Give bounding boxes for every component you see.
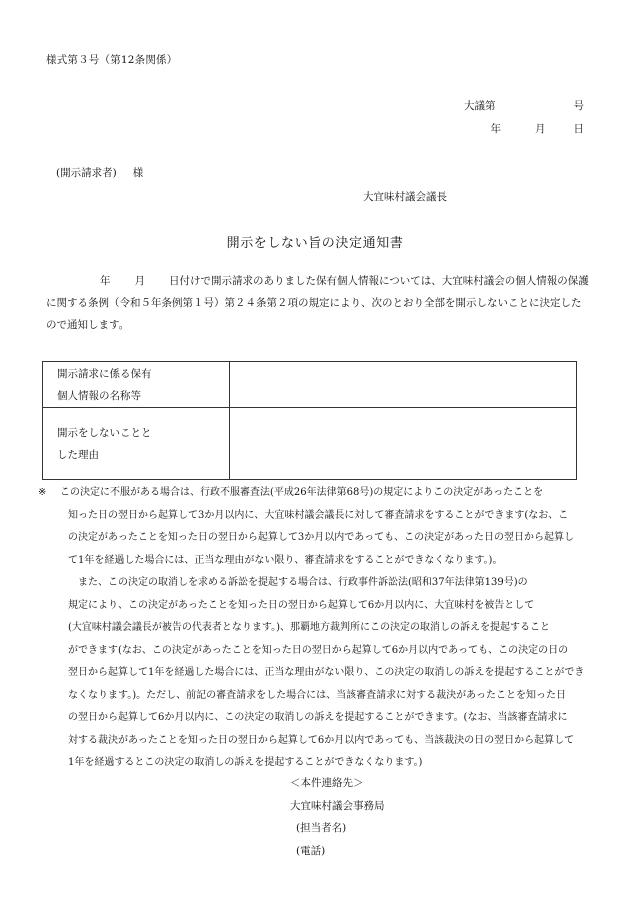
note-line: また、この決定の取消しを求める訴訟を提起する場合は、行政事件訴訟法(昭和37年法律第139号)の (78, 577, 528, 588)
contact-block (260, 772, 385, 862)
note-line: ができます(なお、この決定があったことを知った日の翌日から起算して6か月以内であっても、この決定の日の (68, 644, 569, 656)
document-title: 開示をしない旨の決定通知書 (226, 236, 404, 251)
body-line-1-text: 日付けで開示請求のありました保有個人情報については、大宜味村議会の個人情報の保護 (169, 275, 589, 287)
body-line-2: に関する条例（令和５年条例第１号）第２４条第２項の規定により、次のとおり全部を開示しないことに決定した (46, 297, 582, 309)
row-label-line: 開示請求に係る保有 (57, 367, 152, 380)
contact-person: (担当者名) (296, 822, 347, 834)
note-line: ※ この決定に不服がある場合は、行政不服審査法(平成26年法律第68号)の規定によりこの決定があったことを (40, 482, 590, 505)
recipient-honorific: 様 (132, 167, 144, 179)
issuer: 大宜味村議会議長 (363, 191, 447, 203)
note-line: の決定があったことを知った日の翌日から起算して3か月以内であっても、この決定があった日の翌日から起算し (68, 532, 575, 543)
row-label-line: した理由 (57, 448, 99, 461)
row-label-line: 個人情報の名称等 (57, 389, 141, 402)
note-line: (大宜味村議会議長が被告の代表者となります。)、那覇地方裁判所にこの決定の取消しの訴えを提起すること (68, 622, 551, 633)
row-label-line: 開示をしないことと (57, 426, 152, 439)
note-line: 規定により、この決定があったことを知った日の翌日から起算して6か月以内に、大宜味村を被告として (68, 599, 535, 611)
date-day: 日 (573, 123, 584, 135)
date-month: 月 (535, 123, 546, 135)
body-month: 月 (134, 275, 145, 287)
note-line: の翌日から起算して6か月以内に、この決定の取消しの訴えを提起することができます。(なお、当該審査請求に (68, 712, 568, 723)
row-label-info-name (43, 362, 230, 408)
reference-number (464, 98, 584, 113)
reference-prefix: 大議第 (464, 100, 496, 112)
contact-office: 大宜味村議会事務局 (290, 799, 385, 812)
contact-heading: ＜本件連絡先＞ (290, 777, 364, 789)
note-line: て1年を経過した場合には、正当な理由がない限り、審査請求をすることができなくなります。)。 (68, 554, 503, 566)
date-year: 年 (490, 123, 501, 135)
issue-date (491, 121, 585, 136)
body-paragraph (46, 270, 589, 336)
row-label-reason (43, 408, 230, 480)
appeal-note (38, 482, 590, 775)
recipient-line (56, 165, 143, 180)
note-line: 翌日から起算して1年を経過した場合には、正当な理由がない限り、この決定の取消しの訴えを提起することができ (68, 667, 585, 678)
body-line-3: ので通知します。 (46, 319, 130, 331)
note-line: 1年を経過するとこの決定の取消しの訴えを提起することができなくなります。) (68, 757, 423, 768)
note-line: なくなります。)。ただし、前記の審査請求をした場合には、当該審査請求に対する裁決があったことを知った日 (68, 689, 567, 701)
form-number: 様式第３号（第12条関係） (46, 54, 178, 66)
decision-table (42, 361, 577, 480)
table-row (43, 362, 577, 408)
row-value-info-name (230, 362, 577, 408)
body-year: 年 (100, 275, 111, 287)
reference-suffix: 号 (573, 100, 584, 112)
row-value-reason (230, 408, 577, 480)
table-row (43, 408, 577, 480)
note-mark: ※ (38, 487, 47, 498)
contact-phone: (電話) (296, 844, 326, 857)
recipient-label: (開示請求者) (56, 167, 117, 179)
body-line-1 (46, 270, 589, 292)
note-line: 知った日の翌日から起算して3か月以内に、大宜味村議会議長に対して審査請求をすることができます(なお、こ (68, 509, 569, 521)
note-line: 対する裁決があったことを知った日の翌日から起算して6か月以内であっても、当該裁決の日の翌日から起算して (68, 734, 575, 746)
